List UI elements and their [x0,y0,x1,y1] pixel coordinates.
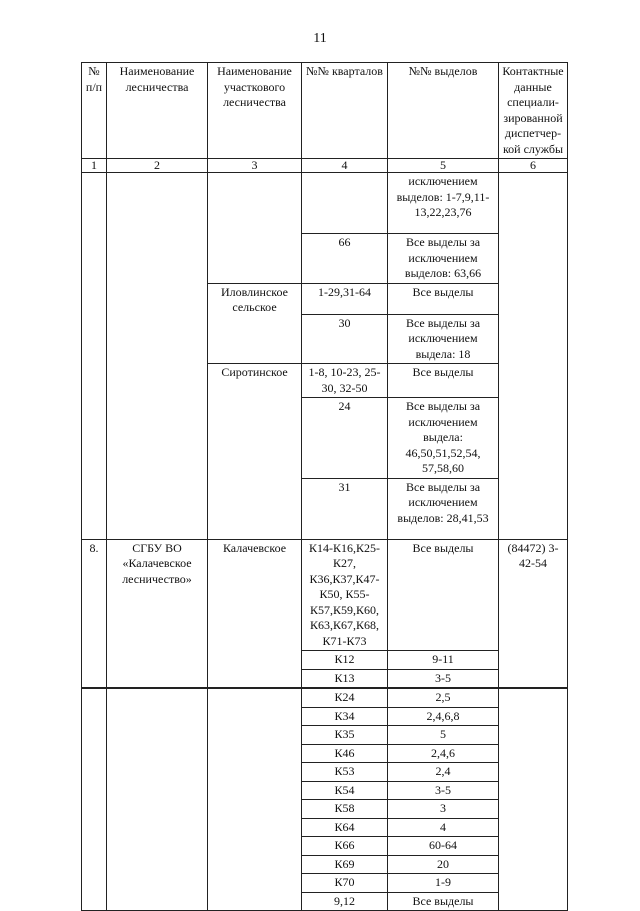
allotment-cell: 20 [388,855,499,874]
forestry-cell [107,173,208,540]
allotment-cell: Все выделы [388,283,499,314]
allotment-cell: Все выделы за исключением выдела: 46,50,51,52,54, 57,58,60 [388,398,499,479]
allotment-cell: Все выделы за исключением выделов: 63,66 [388,234,499,284]
quarter-cell: К66 [302,837,388,856]
quarter-cell: 1-8, 10-23, 25-30, 32-50 [302,364,388,398]
allotment-cell: 2,4,6 [388,744,499,763]
number-cell [82,688,107,911]
quarter-cell: К46 [302,744,388,763]
allotment-cell: 5 [388,726,499,745]
header-allotments: №№ выделов [388,63,499,159]
quarter-cell: К53 [302,763,388,782]
allotment-cell: Все выделы [388,364,499,398]
quarter-cell: 30 [302,314,388,364]
column-number: 3 [208,159,302,173]
header-forestry: Наименование лесничества [107,63,208,159]
allotment-cell: 2,4,6,8 [388,707,499,726]
allotment-cell: Все выделы за исключением выделов: 28,41,53 [388,478,499,539]
page-number: 11 [313,31,327,46]
column-number: 6 [499,159,568,173]
quarter-cell: К14-К16,К25-К27, К36,К37,К47-К50, К55-К57,К59,К60, К63,К67,К68, К71-К73 [302,539,388,651]
quarter-cell: К58 [302,800,388,819]
column-number: 4 [302,159,388,173]
quarter-cell: 24 [302,398,388,479]
district-cell: Сиротинское [208,364,302,540]
allotment-cell: Все выделы [388,539,499,651]
number-cell: 8. [82,539,107,688]
table-row [82,539,568,651]
header-number: № п/п [82,63,107,159]
allotment-cell: 2,4 [388,763,499,782]
district-cell [208,173,302,284]
district-cell [208,688,302,911]
allotment-cell: Все выделы за исключением выдела: 18 [388,314,499,364]
contact-cell [499,688,568,911]
column-number: 2 [107,159,208,173]
header-row [82,63,568,159]
allotment-cell: 60-64 [388,837,499,856]
quarter-cell [302,173,388,234]
column-number: 1 [82,159,107,173]
quarter-cell: К13 [302,669,388,688]
quarter-cell: 66 [302,234,388,284]
forestry-cell: СГБУ ВО «Калачевское лесничество» [107,539,208,688]
allotment-cell: 3 [388,800,499,819]
column-number-row [82,159,568,173]
forestry-cell [107,688,208,911]
allotment-cell: Все выделы [388,892,499,911]
allotment-cell: 9-11 [388,651,499,670]
district-cell: Иловлинское сельское [208,283,302,364]
quarter-cell: К70 [302,874,388,893]
quarter-cell: К12 [302,651,388,670]
number-cell [82,173,107,540]
header-quarters: №№ кварталов [302,63,388,159]
quarter-cell: К64 [302,818,388,837]
forestry-table [81,62,568,911]
quarter-cell: К34 [302,707,388,726]
quarter-cell: К24 [302,688,388,707]
header-contacts: Контактные данные специали-зированной диспетчер-кой службы [499,63,568,159]
allotment-cell: 1-9 [388,874,499,893]
quarter-cell: 1-29,31-64 [302,283,388,314]
quarter-cell: 31 [302,478,388,539]
allotment-cell: 2,5 [388,688,499,707]
allotment-cell: 4 [388,818,499,837]
column-number: 5 [388,159,499,173]
quarter-cell: К35 [302,726,388,745]
table-row [82,688,568,707]
quarter-cell: К69 [302,855,388,874]
allotment-cell: исключением выделов: 1-7,9,11-13,22,23,76 [388,173,499,234]
table-row [82,173,568,234]
quarter-cell: К54 [302,781,388,800]
contact-cell [499,173,568,540]
header-district-forestry: Наименование участкового лесничества [208,63,302,159]
allotment-cell: 3-5 [388,669,499,688]
district-cell: Калачевское [208,539,302,688]
quarter-cell: 9,12 [302,892,388,911]
allotment-cell: 3-5 [388,781,499,800]
contact-cell: (84472) 3-42-54 [499,539,568,688]
